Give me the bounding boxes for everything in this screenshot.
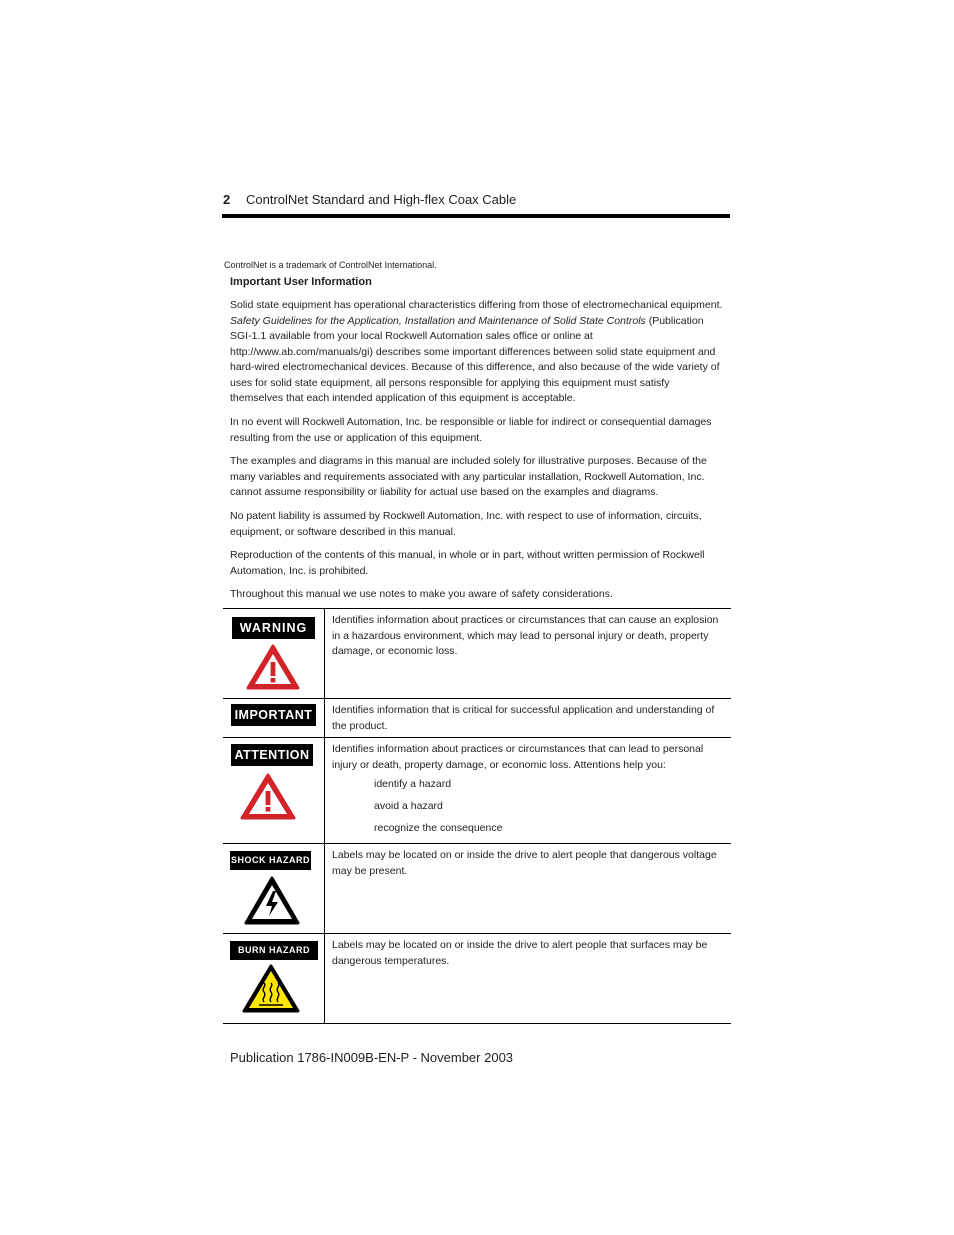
warning-badge: WARNING <box>232 617 315 639</box>
warning-triangle-icon <box>245 643 301 691</box>
note-row-shock-hazard <box>223 844 731 934</box>
note-description: Labels may be located on or inside the drive to alert people that dangerous voltage may be present. <box>332 849 717 877</box>
shock-hazard-badge: SHOCK HAZARD <box>230 851 311 870</box>
note-row-important <box>223 699 731 738</box>
paragraph-examples: The examples and diagrams in this manual are included solely for illustrative purposes. Because of the many variables and requirements associated with any particular installation, Rockwell Automation, Inc. cannot assume responsibility or liability for actual use based on the examples and diagrams. <box>230 455 707 498</box>
paragraph-notes-intro: Throughout this manual we use notes to make you aware of safety considerations. <box>230 588 613 600</box>
safety-notes-table <box>223 608 731 1024</box>
note-description: Labels may be located on or inside the drive to alert people that surfaces may be dangerous temperatures. <box>332 939 708 967</box>
note-description: Identifies information that is critical for successful application and understanding of the product. <box>332 704 715 732</box>
attention-triangle-icon <box>239 772 297 822</box>
paragraph-text: (Publication SGI-1.1 available from your local Rockwell Automation sales office or online at http://www.ab.com/manuals/gi) describes some important differences between solid state equipment and hard-wired electromechanical devices. Because of this difference, and also because of the wide variety of uses for solid state equipment, all persons responsible for applying this equipment must satisfy themselves that each intended application of this equipment is acceptable. <box>230 314 720 404</box>
burn-hazard-badge: BURN HAZARD <box>230 941 318 960</box>
note-label-cell <box>223 699 325 738</box>
publication-footer: Publication 1786-IN009B-EN-P - November 2003 <box>230 1050 514 1065</box>
note-row-warning <box>223 609 731 699</box>
section-title: Important User Information <box>230 276 372 288</box>
note-row-attention <box>223 738 731 844</box>
list-item: avoid a hazard <box>374 800 443 812</box>
page-number: 2 <box>223 192 231 207</box>
burn-hazard-icon <box>241 963 301 1015</box>
attention-description: Identifies information about practices or circumstances that can lead to personal injury or death, property damage, or economic loss. Attentions help you: <box>332 743 704 771</box>
paragraph-text: Solid state equipment has operational characteristics differing from those of electromechanical equipment. <box>230 299 723 311</box>
important-badge: IMPORTANT <box>231 704 316 726</box>
list-item: identify a hazard <box>374 778 452 790</box>
shock-hazard-icon <box>243 875 301 927</box>
paragraph-solid-state <box>230 298 725 407</box>
note-row-burn-hazard <box>223 934 731 1024</box>
header-rule <box>222 214 730 218</box>
attention-badge: ATTENTION <box>231 744 313 766</box>
note-label-cell <box>223 934 325 1024</box>
note-label-cell <box>223 844 325 934</box>
note-description <box>325 738 732 844</box>
list-item: recognize the consequence <box>374 822 503 834</box>
note-label-cell <box>223 738 325 844</box>
note-label-cell <box>223 609 325 699</box>
note-description: Identifies information about practices or circumstances that can cause an explosion in a hazardous environment, which may lead to personal injury or death, property damage, or economic loss. <box>332 614 719 657</box>
attention-list <box>332 777 727 837</box>
paragraph-patent: No patent liability is assumed by Rockwell Automation, Inc. with respect to use of information, circuits, equipment, or software described in this manual. <box>230 510 702 538</box>
publication-title: Safety Guidelines for the Application, Installation and Maintenance of Solid State Controls <box>230 314 646 327</box>
trademark-notice: ControlNet is a trademark of ControlNet International. <box>224 260 437 270</box>
running-header-title: ControlNet Standard and High-flex Coax Cable <box>246 192 517 207</box>
paragraph-reproduction: Reproduction of the contents of this manual, in whole or in part, without written permission of Rockwell Automation, Inc. is prohibited. <box>230 549 705 577</box>
paragraph-liability: In no event will Rockwell Automation, Inc. be responsible or liable for indirect or consequential damages resulting from the use or application of this equipment. <box>230 416 712 444</box>
